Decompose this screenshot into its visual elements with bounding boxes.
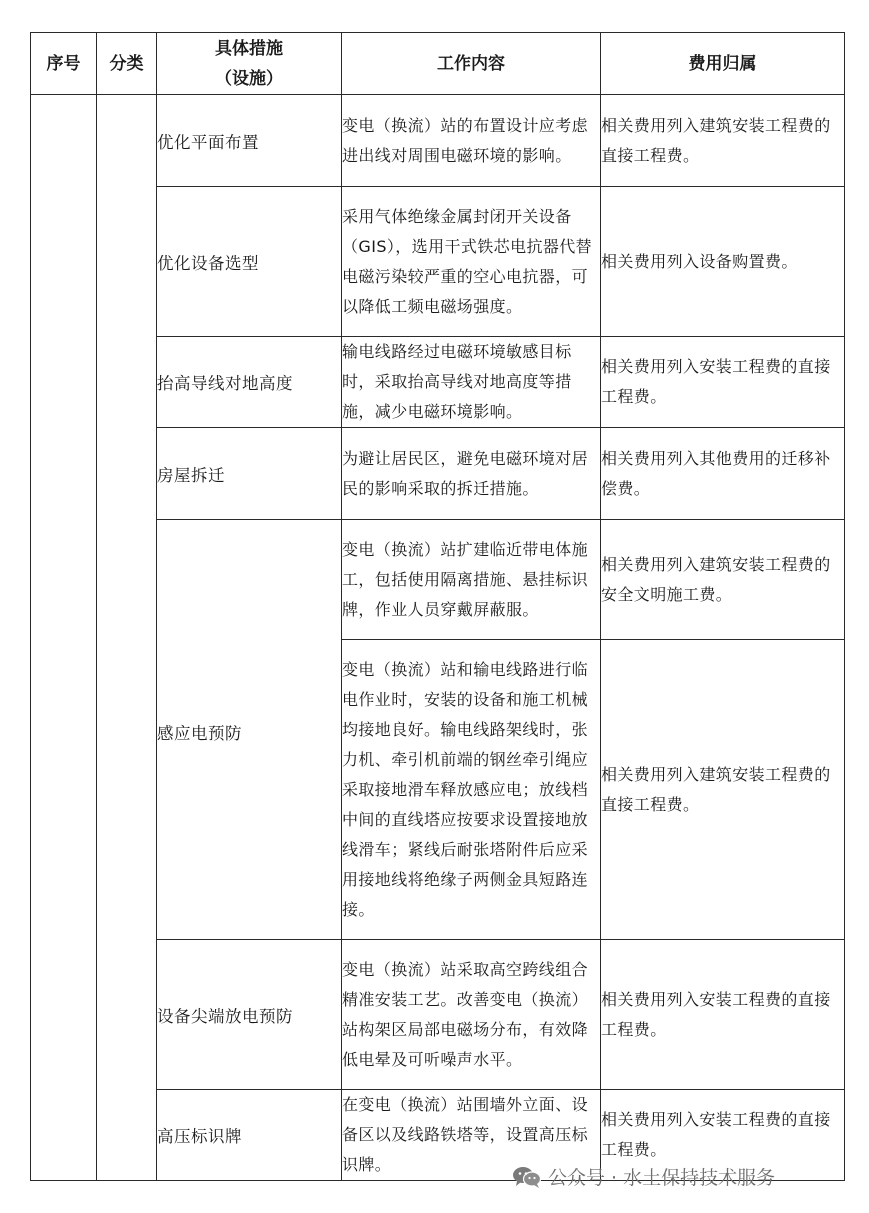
cost-cell: 相关费用列入建筑安装工程费的安全文明施工费。 xyxy=(601,520,845,640)
cost-cell: 相关费用列入安装工程费的直接工程费。 xyxy=(601,337,845,428)
cost-cell: 相关费用列入建筑安装工程费的直接工程费。 xyxy=(601,640,845,940)
measure-cell: 高压标识牌 xyxy=(157,1090,342,1181)
cost-cell: 相关费用列入设备购置费。 xyxy=(601,187,845,337)
header-category: 分类 xyxy=(97,33,157,95)
header-measure-line1: 具体措施 xyxy=(215,38,283,59)
watermark xyxy=(512,1163,775,1190)
measure-cell: 优化平面布置 xyxy=(157,95,342,187)
header-cost: 费用归属 xyxy=(601,33,845,95)
measure-cell: 感应电预防 xyxy=(157,520,342,940)
wechat-icon xyxy=(512,1165,542,1189)
measure-cell: 抬高导线对地高度 xyxy=(157,337,342,428)
content-cell: 输电线路经过电磁环境敏感目标时，采取抬高导线对地高度等措施，减少电磁环境影响。 xyxy=(342,337,601,428)
cost-cell: 相关费用列入其他费用的迁移补偿费。 xyxy=(601,428,845,520)
cost-cell: 相关费用列入安装工程费的直接工程费。 xyxy=(601,1090,845,1181)
measure-cell: 房屋拆迁 xyxy=(157,428,342,520)
content-cell: 为避让居民区，避免电磁环境对居民的影响采取的拆迁措施。 xyxy=(342,428,601,520)
cost-cell: 相关费用列入建筑安装工程费的直接工程费。 xyxy=(601,95,845,187)
header-measure-line2: （设施） xyxy=(215,68,283,89)
header-row xyxy=(31,33,845,95)
header-index: 序号 xyxy=(31,33,97,95)
measures-table xyxy=(30,32,845,1181)
header-content: 工作内容 xyxy=(342,33,601,95)
content-cell: 变电（换流）站采取高空跨线组合精准安装工艺。改善变电（换流）站构架区局部电磁场分布，有效降低电晕及可听噪声水平。 xyxy=(342,940,601,1090)
content-cell: 采用气体绝缘金属封闭开关设备（GIS），选用干式铁芯电抗器代替电磁污染较严重的空心电抗器，可以降低工频电磁场强度。 xyxy=(342,187,601,337)
table-row xyxy=(31,95,845,187)
measure-cell: 设备尖端放电预防 xyxy=(157,940,342,1090)
index-cell xyxy=(31,95,97,1181)
measure-cell: 优化设备选型 xyxy=(157,187,342,337)
content-cell: 变电（换流）站的布置设计应考虑进出线对周围电磁环境的影响。 xyxy=(342,95,601,187)
watermark-text: 公众号 · 水土保持技术服务 xyxy=(548,1167,776,1189)
header-measure xyxy=(157,33,342,95)
content-cell: 在变电（换流）站围墙外立面、设备区以及线路铁塔等，设置高压标识牌。 xyxy=(342,1090,601,1181)
content-cell: 变电（换流）站和输电线路进行临电作业时，安装的设备和施工机械均接地良好。输电线路架线时，张力机、牵引机前端的钢丝牵引绳应采取接地滑车释放感应电；放线档中间的直线塔应按要求设置接地放线滑车；紧线后耐张塔附件后应采用接地线将绝缘子两侧金具短路连接。 xyxy=(342,640,601,940)
category-cell xyxy=(97,95,157,1181)
cost-cell: 相关费用列入安装工程费的直接工程费。 xyxy=(601,940,845,1090)
content-cell: 变电（换流）站扩建临近带电体施工，包括使用隔离措施、悬挂标识牌，作业人员穿戴屏蔽服。 xyxy=(342,520,601,640)
